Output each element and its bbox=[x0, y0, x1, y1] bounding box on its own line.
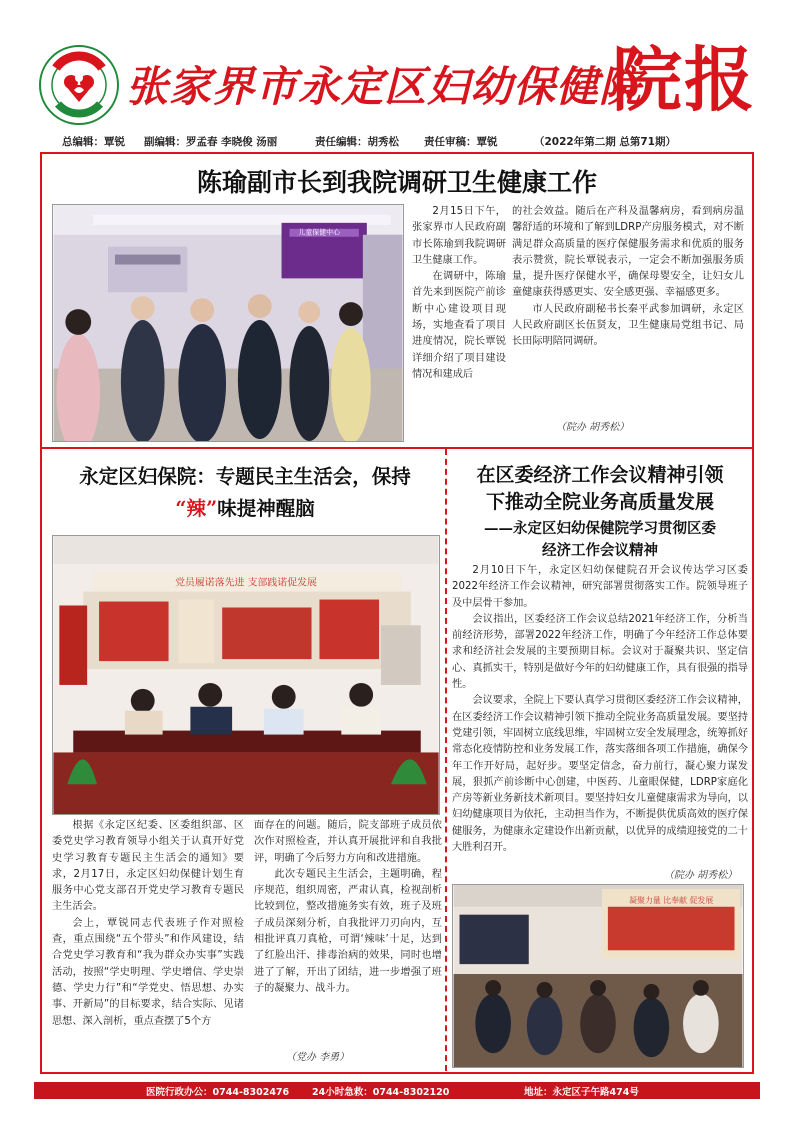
article3-photo bbox=[452, 884, 744, 1068]
article1-byline: （院办 胡秀松） bbox=[556, 422, 630, 433]
article1-paragraph: 2月15日下午，张家界市人民政府副市长陈瑜到我院调研卫生健康工作。 bbox=[412, 206, 506, 266]
article2-paragraph: 根据《永定区纪委、区委组织部、区委党史学习教育领导小组关于认真开好党史学习教育专题民主生活会的通知》要求，2月17日，永定区妇幼保健计划生育服务中心党支部召开党史学习教育专题民主生活会。 bbox=[52, 820, 244, 913]
deputy-editors: 副编辑：罗孟春 李晓俊 汤丽 bbox=[144, 136, 278, 148]
office-phone: 医院行政办公：0744-8302476 bbox=[146, 1087, 290, 1098]
title-rest: 味提神醒脑 bbox=[217, 497, 315, 520]
article3-body bbox=[452, 563, 748, 881]
article1-column-1 bbox=[412, 204, 506, 444]
address: 地址：永定区子午路474号 bbox=[524, 1087, 639, 1098]
responsible-editor: 责任编辑：胡秀松 bbox=[315, 136, 399, 148]
title-quote-word: “辣” bbox=[175, 497, 218, 520]
article1-photo bbox=[52, 204, 404, 442]
review-editor: 责任审稿：覃锐 bbox=[424, 136, 498, 148]
emergency-phone: 24小时急救：0744-8302120 bbox=[312, 1087, 450, 1098]
article2-byline: （党办 李勇） bbox=[286, 1052, 350, 1063]
article3-byline: （院办 胡秀松） bbox=[664, 870, 738, 881]
article2-paragraph: 面存在的问题。随后，院支部班子成员依次作对照检查，并认真开展批评和自我批评，明确了今后努力方向和改进措施。 bbox=[254, 820, 442, 864]
issue-number: （2022年第二期 总第71期） bbox=[534, 136, 676, 148]
article2-paragraph: 会上，覃锐同志代表班子作对照检查，重点围绕“五个带头”和作风建设，结合党史学习教育和“我为群众办实事”实践活动，按照“学史明理、学史增信、学史崇德、学史力行”和“学党史、悟思想、办实事、开新局”的目标要求，结合实际、见诸思想、深入剖析，重点查摆了5个方 bbox=[52, 917, 244, 1027]
article3-title-line2: 下推动全院业务高质量发展 bbox=[485, 491, 714, 513]
article3-paragraph: 会议要求，全院上下要认真学习贯彻区委经济工作会议精神，在区委经济工作会议精神引领下推动全院业务高质量发展。要坚持党建引领，牢固树立底线思维，牢固树立安全发展理念，统筹抓好常态化疫情防控和业务发展工作，落实落细各项工作措施，确保今年工作开好局，起好步。要坚定信念，奋力前行，凝心聚力谋发展，狠抓产前诊断中心创建，中医药、儿童眼保健，LDRP家庭化产房等新业务新技术新项目。要坚持妇女儿童健康需求为导向，以妇幼健康项目为依托，主动担当作为，不断提供优质高效的医疗保健服务，为健康永定建设作出新贡献，以优异的成绩迎接党的二十大胜利召开。 bbox=[452, 695, 748, 854]
article1-paragraph: 的社会效益。随后在产科及温馨病房，看到病房温馨舒适的环境和了解到LDRP产房服务模式，对不断满足群众高质量的医疗保健服务需求和优质的服务表示赞赏，院长覃锐表示，一定会不断加强服务质量，提升医疗保健水平，确保母婴安全，让妇女儿童健康获得感更实、安全感更强、幸福感更多。 bbox=[512, 206, 744, 299]
article1-title: 陈瑜副市长到我院调研卫生健康工作 bbox=[196, 168, 597, 197]
article1-paragraph: 在调研中，陈瑜首先来到医院产前诊断中心建设项目现场，实地查看了项目进度情况，院长覃锐详细介绍了项目建设情况和建成后 bbox=[412, 271, 506, 380]
article3-subtitle-line1: ——永定区妇幼保健院学习贯彻区委 bbox=[484, 520, 716, 537]
article1-paragraph: 市人民政府副秘书长秦平武参加调研，永定区人民政府副区长伍贤友，卫生健康局党组书记、局长田际明陪同调研。 bbox=[512, 303, 744, 348]
article2-paragraph: 此次专题民主生活会，主题明确，程序规范，组织周密，严肃认真，检视剖析比较到位，整改措施务实有效，班子及班子成员深刻分析，自我批评刀刃向内，互相批评真刀真枪，可谓‘辣味’十足，达到了红脸出汗、排毒治病的效果，同时也增进了了解，开出了团结，进一步增强了班子的凝聚力、战斗力。 bbox=[254, 868, 442, 994]
article2-title-line2 bbox=[50, 496, 440, 522]
chief-editor: 总编辑：覃锐 bbox=[62, 136, 125, 148]
article3-paragraph: 会议指出，区委经济工作会议总结2021年经济工作，分析当前经济形势，部署2022年经济工作，明确了今年经济工作总体要求和经济社会发展的主要预期目标。会议对于凝聚共识、坚定信心、真抓实干，特别是做好今年的妇幼健康工作，具有很强的指导性。 bbox=[452, 613, 748, 691]
masthead bbox=[0, 0, 794, 130]
divider-horizontal bbox=[42, 447, 752, 449]
footer-bar bbox=[34, 1082, 760, 1099]
photo-banner-2: 凝聚力量 比奉献 促发展 bbox=[629, 895, 714, 905]
paper-name: 张家界市永定区妇幼保健院 bbox=[126, 62, 643, 111]
article2-column-2 bbox=[254, 818, 442, 1046]
article1-column-2 bbox=[512, 204, 744, 414]
paper-type: 院报 bbox=[612, 39, 756, 121]
editor-info bbox=[62, 132, 762, 150]
article3-paragraph: 2月10日下午，永定区妇幼保健院召开会议传达学习区委2022年经济工作会议精神，研究部署贯彻落实工作。院领导班子及中层骨干参加。 bbox=[452, 565, 748, 609]
hospital-logo bbox=[38, 44, 120, 126]
photo-banner: 党员履诺落先进 支部践诺促发展 bbox=[175, 577, 317, 589]
article2-title-line1: 永定区妇保院：专题民主生活会，保持 bbox=[79, 465, 411, 488]
article3-subtitle-line2: 经济工作会议精神 bbox=[542, 542, 658, 559]
photo-sign: 儿童保健中心 bbox=[298, 228, 341, 237]
article2-column-1 bbox=[52, 818, 244, 1064]
article3-title-line1: 在区委经济工作会议精神引领 bbox=[476, 464, 724, 486]
article2-photo bbox=[52, 535, 440, 815]
divider-vertical bbox=[445, 449, 447, 1071]
